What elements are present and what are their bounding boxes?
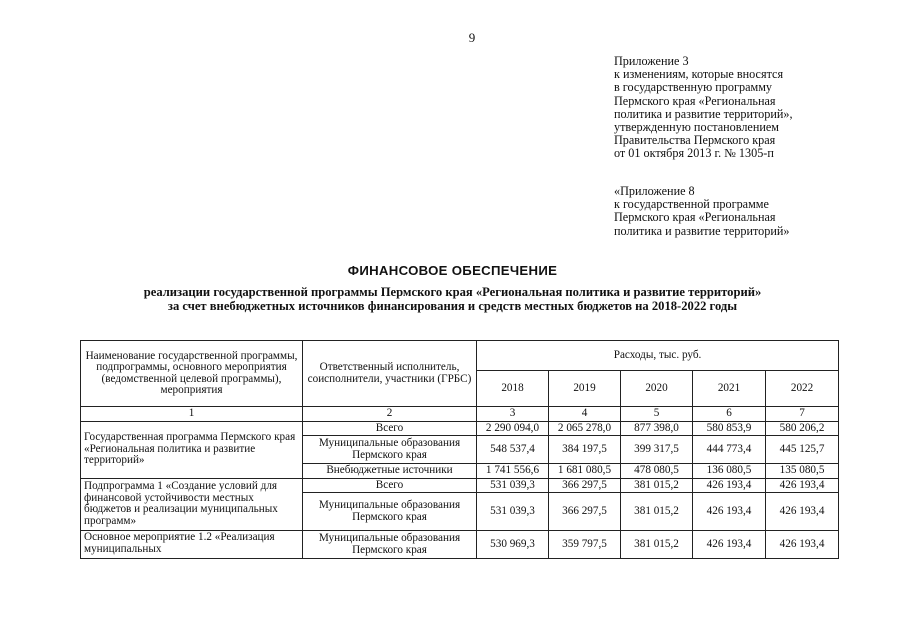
- document-subtitle: [0, 285, 905, 313]
- header-year: 2018: [477, 371, 549, 407]
- value-cell: 530 969,3: [477, 531, 549, 559]
- appendix-line: в государственную программу: [614, 80, 773, 95]
- column-numbers-row: [81, 407, 839, 422]
- value-cell: 135 080,5: [766, 464, 839, 479]
- value-cell: 580 853,9: [693, 421, 766, 436]
- value-cell: 531 039,3: [477, 478, 549, 493]
- appendix-line: Пермского края «Региональная: [614, 93, 776, 108]
- table-row: [81, 531, 839, 559]
- value-cell: 426 193,4: [766, 478, 839, 493]
- appendix-line: Пермского края «Региональная: [614, 210, 776, 225]
- value-cell: 136 080,5: [693, 464, 766, 479]
- appendix-line: Правительства Пермского края: [614, 133, 776, 148]
- executor-cell: Муниципальные образования Пермского края: [303, 531, 477, 559]
- value-cell: 366 297,5: [549, 478, 621, 493]
- column-number: 2: [303, 407, 477, 422]
- page-number: 9: [468, 30, 476, 45]
- column-number: 1: [81, 407, 303, 422]
- header-year: 2020: [621, 371, 693, 407]
- subprogram-name: Подпрограмма 1 «Создание условий для финансовой устойчивости местных бюджетов и реализации муниципальных программ»: [81, 478, 303, 531]
- column-number: 4: [549, 407, 621, 422]
- value-cell: 1 681 080,5: [549, 464, 621, 479]
- appendix-block-1: [614, 55, 874, 161]
- value-cell: 445 125,7: [766, 436, 839, 464]
- value-cell: 444 773,4: [693, 436, 766, 464]
- value-cell: 359 797,5: [549, 531, 621, 559]
- value-cell: 366 297,5: [549, 493, 621, 531]
- value-cell: 384 197,5: [549, 436, 621, 464]
- value-cell: 2 065 278,0: [549, 421, 621, 436]
- value-cell: 381 015,2: [621, 531, 693, 559]
- activity-name: Основное мероприятие 1.2 «Реализация муниципальных: [81, 531, 303, 559]
- value-cell: 531 039,3: [477, 493, 549, 531]
- value-cell: 877 398,0: [621, 421, 693, 436]
- value-cell: 426 193,4: [766, 493, 839, 531]
- value-cell: 381 015,2: [621, 478, 693, 493]
- appendix-line: политика и развитие территорий»,: [614, 106, 793, 121]
- value-cell: 426 193,4: [693, 478, 766, 493]
- executor-cell: Всего: [303, 478, 477, 493]
- value-cell: 548 537,4: [477, 436, 549, 464]
- subtitle-line: реализации государственной программы Пермского края «Региональная политика и развитие территорий»: [143, 285, 762, 299]
- executor-cell: Муниципальные образования Пермского края: [303, 436, 477, 464]
- appendix-line: политика и развитие территорий»: [614, 223, 790, 238]
- header-name-column: Наименование государственной программы, подпрограммы, основного мероприятия (ведомственной целевой программы), мероприятия: [81, 341, 303, 407]
- table-row: [81, 478, 839, 493]
- document-title: ФИНАНСОВОЕ ОБЕСПЕЧЕНИЕ: [347, 263, 558, 278]
- header-expenses: Расходы, тыс. руб.: [477, 341, 839, 371]
- value-cell: 381 015,2: [621, 493, 693, 531]
- header-year: 2019: [549, 371, 621, 407]
- header-executor-column: Ответственный исполнитель, соисполнители, участники (ГРБС): [303, 341, 477, 407]
- appendix-block-2: [614, 185, 874, 238]
- appendix-line: утвержденную постановлением: [614, 120, 780, 135]
- column-number: 3: [477, 407, 549, 422]
- value-cell: 426 193,4: [766, 531, 839, 559]
- column-number: 6: [693, 407, 766, 422]
- appendix-line: Приложение 3: [614, 54, 689, 68]
- subtitle-line: за счет внебюджетных источников финансирования и средств местных бюджетов на 2018-2022 годы: [167, 299, 738, 313]
- value-cell: 1 741 556,6: [477, 464, 549, 479]
- appendix-line: «Приложение 8: [614, 184, 695, 198]
- appendix-line: к государственной программе: [614, 197, 769, 212]
- table-row: [81, 421, 839, 436]
- program-name: Государственная программа Пермского края «Региональная политика и развитие территорий»: [81, 421, 303, 478]
- value-cell: 426 193,4: [693, 531, 766, 559]
- value-cell: 426 193,4: [693, 493, 766, 531]
- executor-cell: Муниципальные образования Пермского края: [303, 493, 477, 531]
- column-number: 5: [621, 407, 693, 422]
- appendix-line: к изменениям, которые вносятся: [614, 67, 784, 82]
- appendix-line: от 01 октября 2013 г. № 1305-п: [614, 146, 774, 161]
- header-year: 2022: [766, 371, 839, 407]
- column-number: 7: [766, 407, 839, 422]
- header-year: 2021: [693, 371, 766, 407]
- executor-cell: Всего: [303, 421, 477, 436]
- value-cell: 399 317,5: [621, 436, 693, 464]
- value-cell: 580 206,2: [766, 421, 839, 436]
- value-cell: 478 080,5: [621, 464, 693, 479]
- financing-table: [80, 340, 839, 559]
- executor-cell: Внебюджетные источники: [303, 464, 477, 479]
- value-cell: 2 290 094,0: [477, 421, 549, 436]
- table-header-row: [81, 341, 839, 371]
